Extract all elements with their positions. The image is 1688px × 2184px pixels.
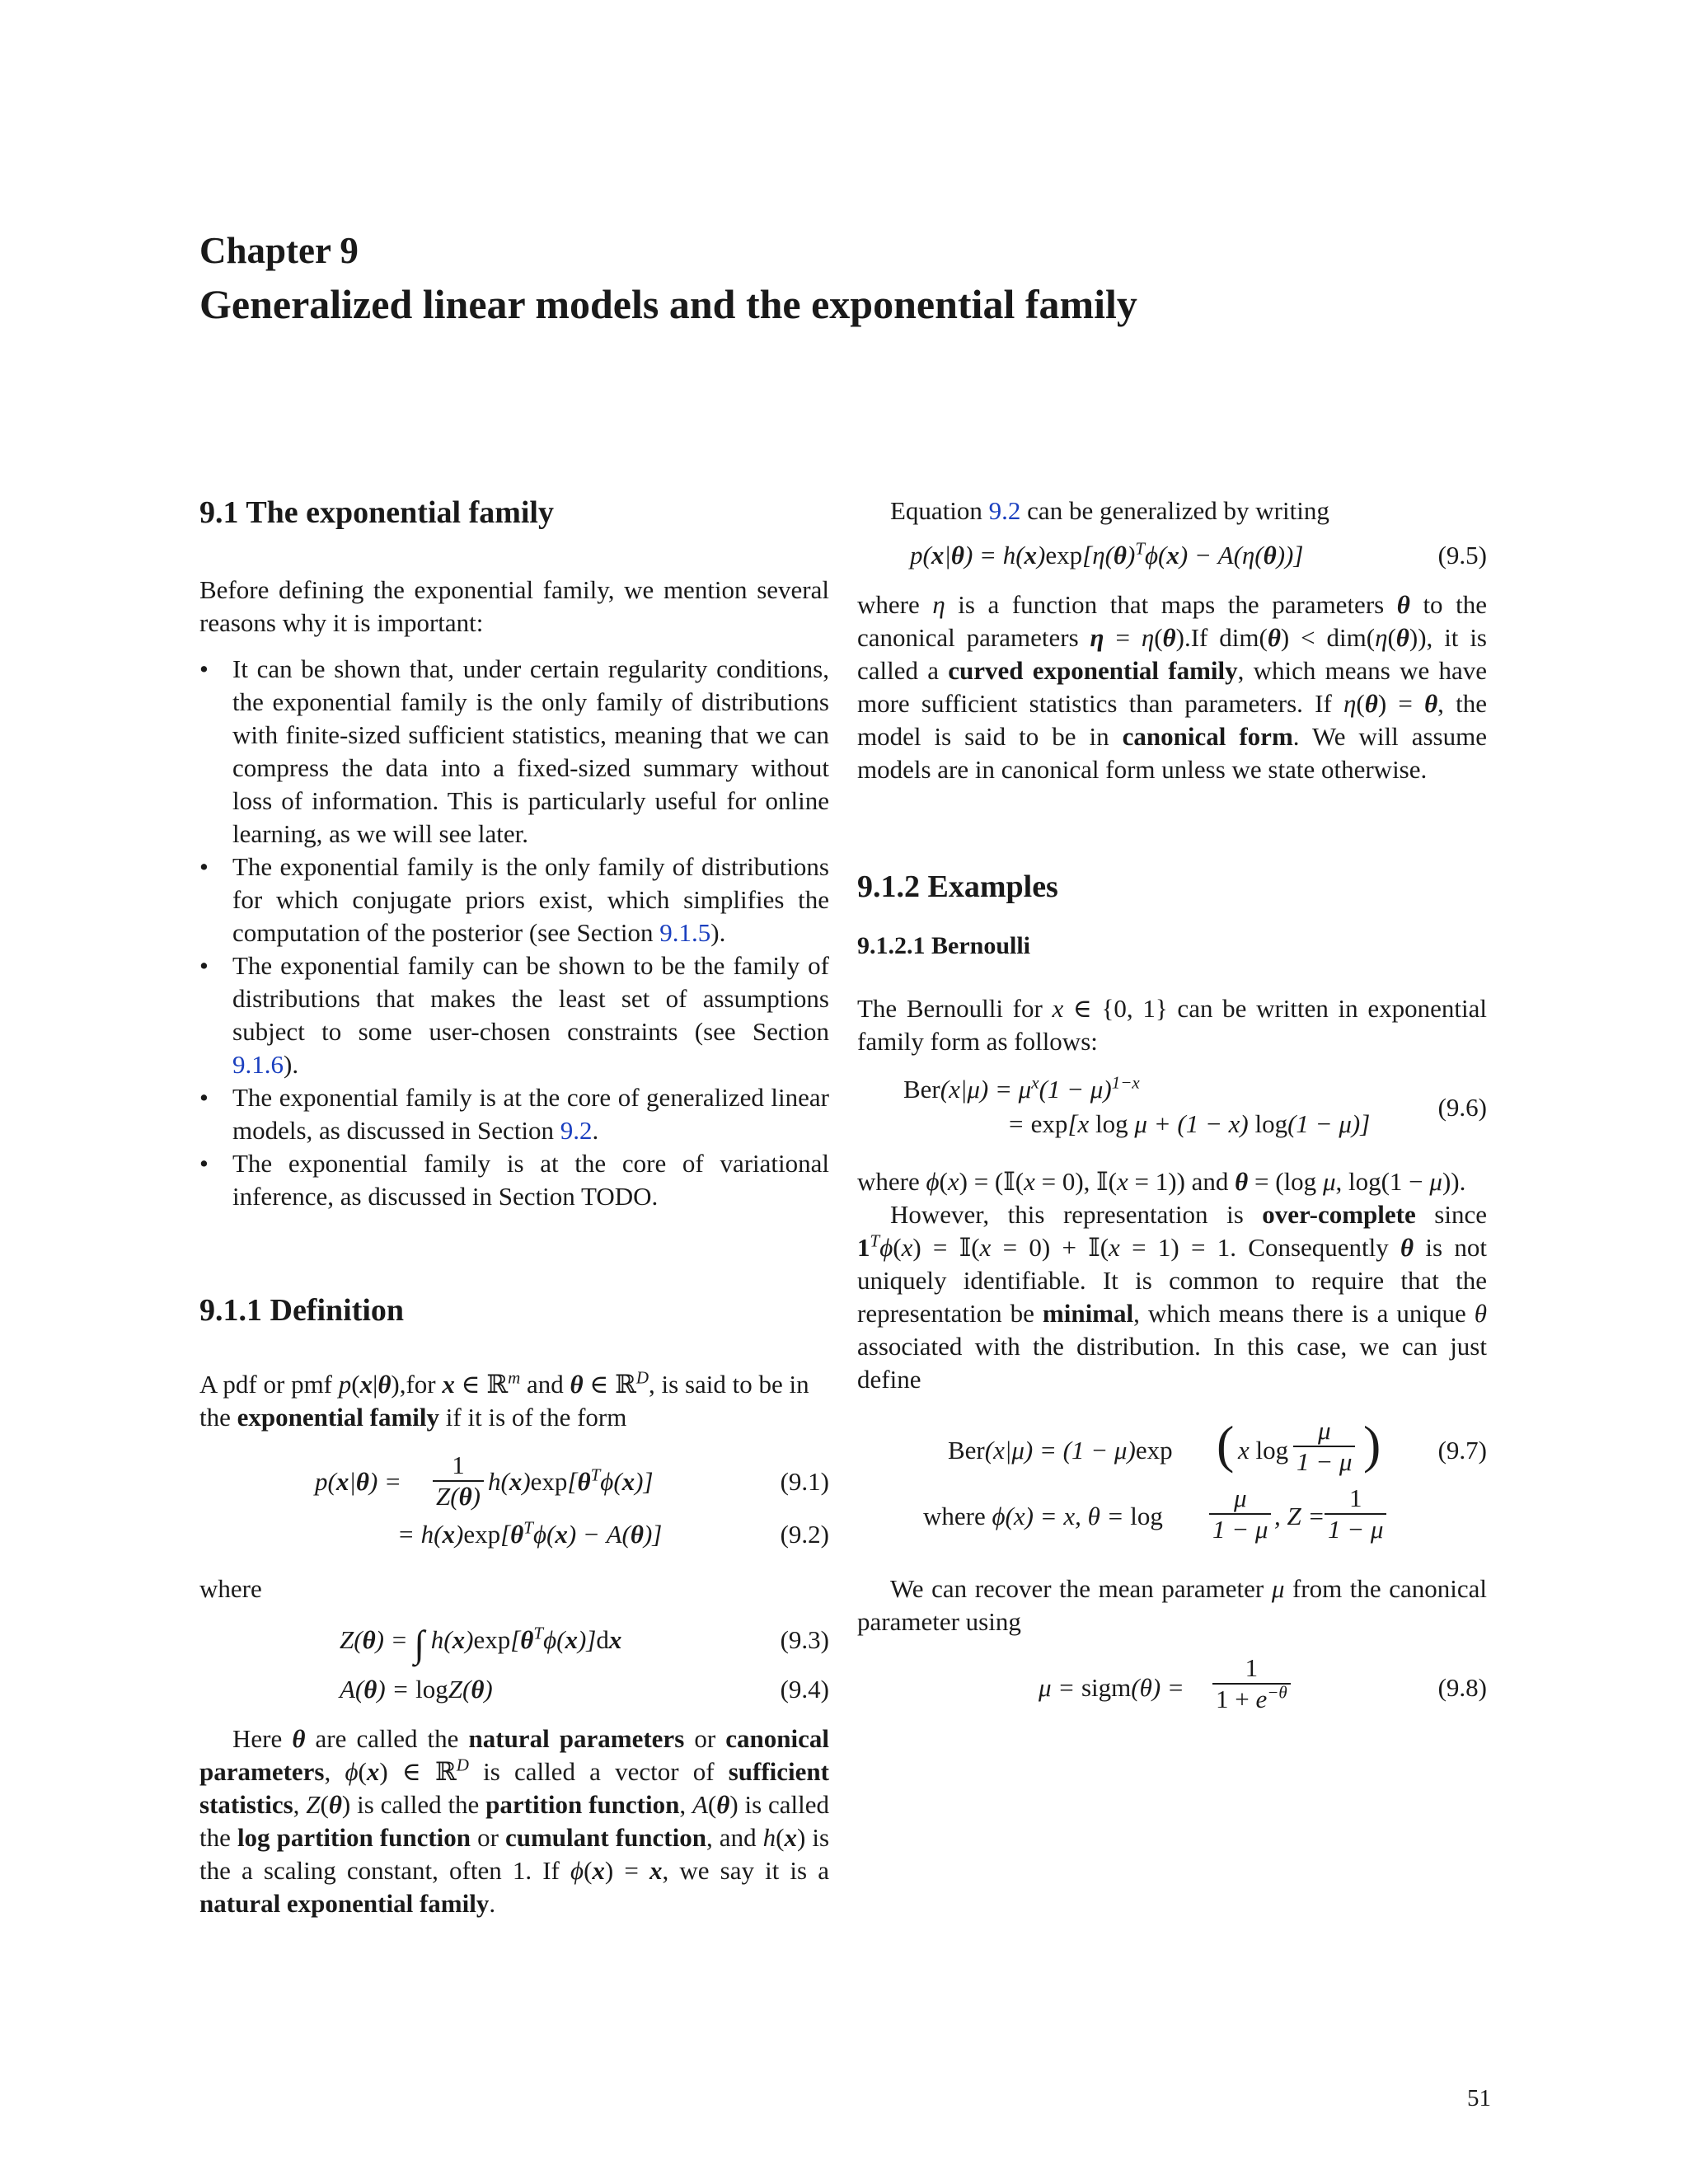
section-9-1-heading: 9.1 The exponential family: [199, 495, 554, 530]
section-9-1-2-1-heading: 9.1.2.1 Bernoulli: [857, 932, 1031, 959]
section-link[interactable]: 9.1.5: [659, 918, 711, 947]
right-column: [857, 494, 1487, 1722]
equation-9-3: Z(θ) = ∫ $h(x)\exp[\theta^T\phi(x)]dx$ (9.3): [340, 1623, 829, 1665]
equation-9-1: p(x|θ) = $\frac{1}{Z(\theta)}$ $h(x)\exp[\theta^T\phi(x)]$ (9.1): [315, 1451, 829, 1511]
equation-9-5: $p(x|\theta) = h(x)\exp[\eta(\theta)^T\phi(x) - A(\eta(\theta))]$ (9.5): [910, 538, 1487, 569]
parameters-paragraph: Here θ are called the natural parameters or canonical parameters, ϕ(x) ∈ ℝ$^D$ is called a vector of sufficient statistics, Z(θ) is called the partition function, A(θ) is called the log partition function or cumulant function, and h(x) is the a scaling constant, often 1. If ϕ(x) = x, we say it is a natural exponential family.: [199, 1724, 830, 1918]
overcomplete-paragraph: However, this representation is over-complete since $1^T\phi(x)$ = 𝕀(x = 0) + 𝕀(x = 1) = 1. Consequently θ is not uniquely identifiable. It is common to require that the representation be minimal, which means there is a unique θ associated with the distribution. In this case, we can just define: [857, 1200, 1487, 1394]
section-link[interactable]: 9.2: [560, 1116, 593, 1145]
list-item: • The exponential family is the only family of distributions for which conjugate priors exist, which simplifies the computation of the posterior (see Section 9.1.5).: [199, 851, 829, 949]
equation-9-2: = $h(x)\exp[\theta^T\phi(x) - A(\theta)]$ (9.2): [397, 1517, 829, 1549]
list-item: • The exponential family is at the core of generalized linear models, as discussed in Section 9.2.: [199, 1081, 829, 1147]
chapter-title: Generalized linear models and the exponential family: [199, 281, 1137, 327]
generalization-intro: Equation 9.2 can be generalized by writing: [890, 496, 1329, 525]
definition-paragraph: A pdf or pmf p(x|θ),for x ∈ ℝ$^m$ and θ ∈ ℝ$^D$, is said to be in the exponential family if it is of the form: [199, 1367, 809, 1432]
intro-paragraph: Before defining the exponential family, we mention several reasons why it is important:: [199, 575, 829, 637]
equation-9-7-where: where ϕ(x) = x, θ = log $\frac{\mu}{1 - \mu}$ , Z = $\frac{1}{1 - \mu}$: [857, 1483, 1487, 1553]
section-link[interactable]: 9.1.6: [232, 1050, 284, 1079]
curved-family-paragraph: where η is a function that maps the parameters θ to the canonical parameters η = η(θ).If dim(θ) < dim(η(θ)), it is called a curved exponential family, which means we have more sufficient statistics than parameters. If η(θ) = θ, the model is said to be in canonical form. We will assume models are in canonical form unless we state otherwise.: [857, 590, 1488, 784]
where-label: where: [199, 1574, 262, 1603]
equation-link[interactable]: 9.2: [988, 496, 1021, 525]
equation-9-4: A(θ) = logZ(θ) (9.4): [340, 1675, 829, 1704]
list-item: • The exponential family is at the core of variational inference, as discussed in Section TODO.: [199, 1147, 829, 1213]
reasons-list: [199, 653, 829, 1213]
equation-9-8: μ = sigm(θ) = $\frac{1}{1 + e^{-\theta}}$ (9.8): [1039, 1653, 1487, 1713]
phi-definition: where ϕ(x) = (𝕀(x = 0), 𝕀(x = 1)) and θ = (log μ, log(1 − μ)).: [857, 1167, 1466, 1196]
section-9-1-2-heading: 9.1.2 Examples: [857, 869, 1058, 904]
recover-paragraph: We can recover the mean parameter μ from the canonical parameter using: [857, 1574, 1487, 1636]
bernoulli-intro: The Bernoulli for x ∈ {0, 1} can be written in exponential family form as follows:: [857, 994, 1487, 1056]
left-column: [199, 494, 829, 1920]
page-number: 51: [1467, 2085, 1491, 2111]
list-item: • The exponential family can be shown to be the family of distributions that makes the least set of assumptions subject to some user-chosen constraints (see Section 9.1.6).: [199, 949, 829, 1081]
equation-9-7: Ber(x|μ) = (1 − μ)exp ( x log $\frac{\mu}{1 - \mu}$ ) (9.7): [948, 1415, 1487, 1476]
section-9-1-1-heading: 9.1.1 Definition: [199, 1293, 405, 1328]
equation-9-6: $Ber(x|\mu) = \mu^x(1 - \mu)^{1-x}$ = exp[x log μ + (1 − x) log(1 − μ)] (9.6): [903, 1072, 1487, 1138]
chapter-label: Chapter 9: [199, 230, 359, 271]
list-item: • It can be shown that, under certain regularity conditions, the exponential family is the only family of distributions with finite-sized sufficient statistics, meaning that we can compress the data into a fixed-sized summary without loss of information. This is particularly useful for online learning, as we will see later.: [199, 653, 829, 851]
